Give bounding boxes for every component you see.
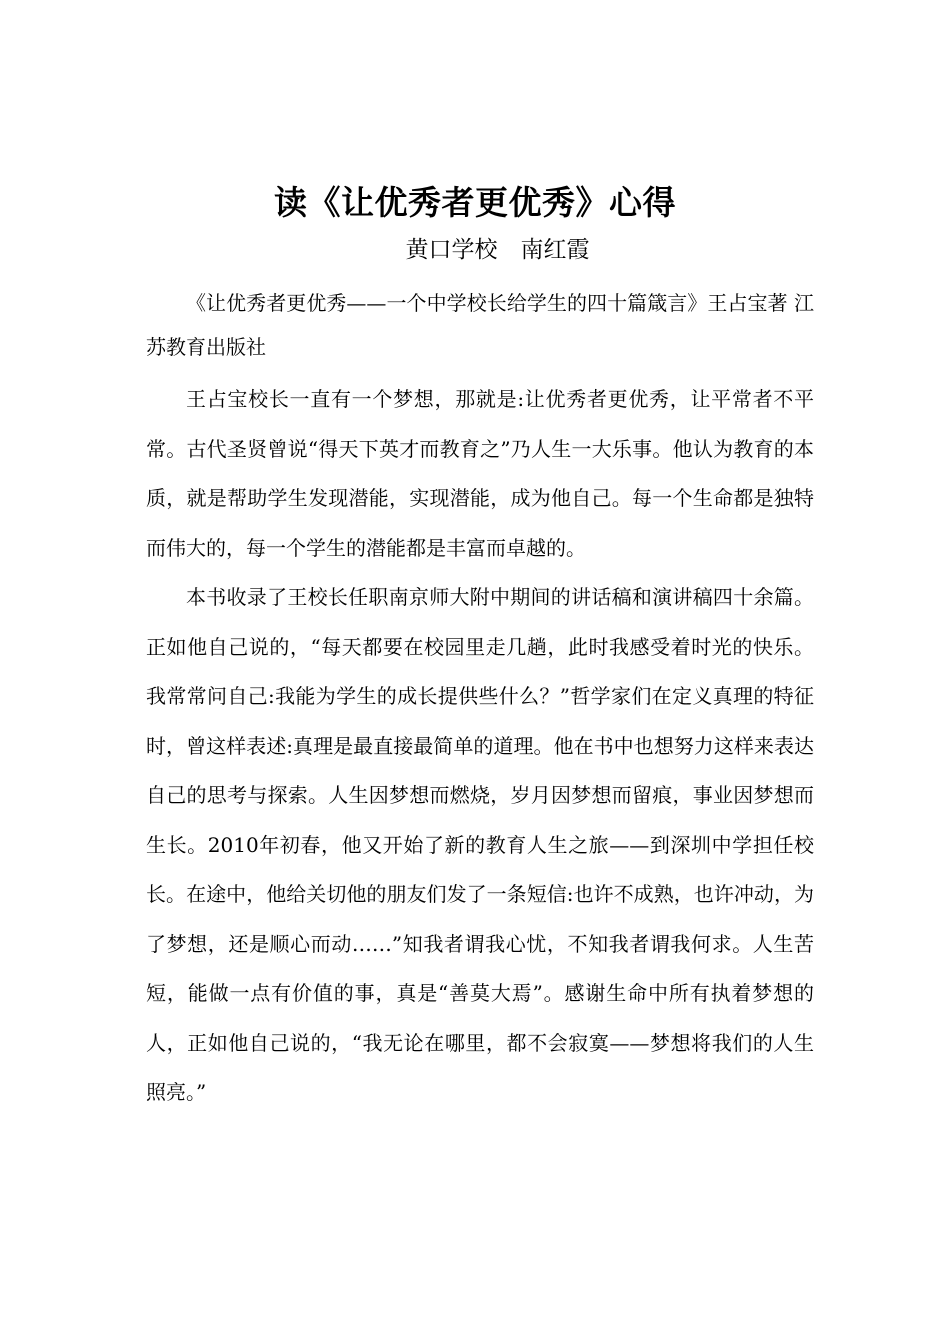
author-byline: 黄口学校 南红霞: [405, 237, 590, 263]
document-title: 读《让优秀者更优秀》心得: [274, 183, 676, 222]
body-paragraph: 王占宝校长一直有一个梦想，那就是:让优秀者更优秀，让平常者不平常。古代圣贤曾说“得天下英才而教育之”乃人生一大乐事。他认为教育的本质，就是帮助学生发现潜能，实现潜能，成为他自己。每一个生命都是独特而伟大的，每一个学生的潜能都是丰富而卓越的。: [146, 387, 814, 560]
body-paragraph: 本书收录了王校长任职南京师大附中期间的讲话稿和演讲稿四十余篇。正如他自己说的，“每天都要在校园里走几趟，此时我感受着时光的快乐。我常常问自己:我能为学生的成长提供些什么？”哲学家们在定义真理的特征时，曾这样表述:真理是最直接最简单的道理。他在书中也想努力这样来表达自己的思考与探索。人生因梦想而燃烧，岁月因梦想而留痕，事业因梦想而生长。2010年初春，他又开始了新的教育人生之旅——到深圳中学担任校长。在途中，他给关切他的朋友们发了一条短信:也许不成熟，也许冲动，为了梦想，还是顺心而动……”知我者谓我心忧，不知我者谓我何求。人生苦短，能做一点有价值的事，真是“善莫大焉”。感谢生命中所有执着梦想的人，正如他自己说的，“我无论在哪里，都不会寂寞——梦想将我们的人生照亮。”: [146, 585, 814, 1104]
book-citation-paragraph: 《让优秀者更优秀——一个中学校长给学生的四十篇箴言》王占宝著 江苏教育出版社: [146, 291, 814, 359]
document-body: [146, 281, 814, 1118]
